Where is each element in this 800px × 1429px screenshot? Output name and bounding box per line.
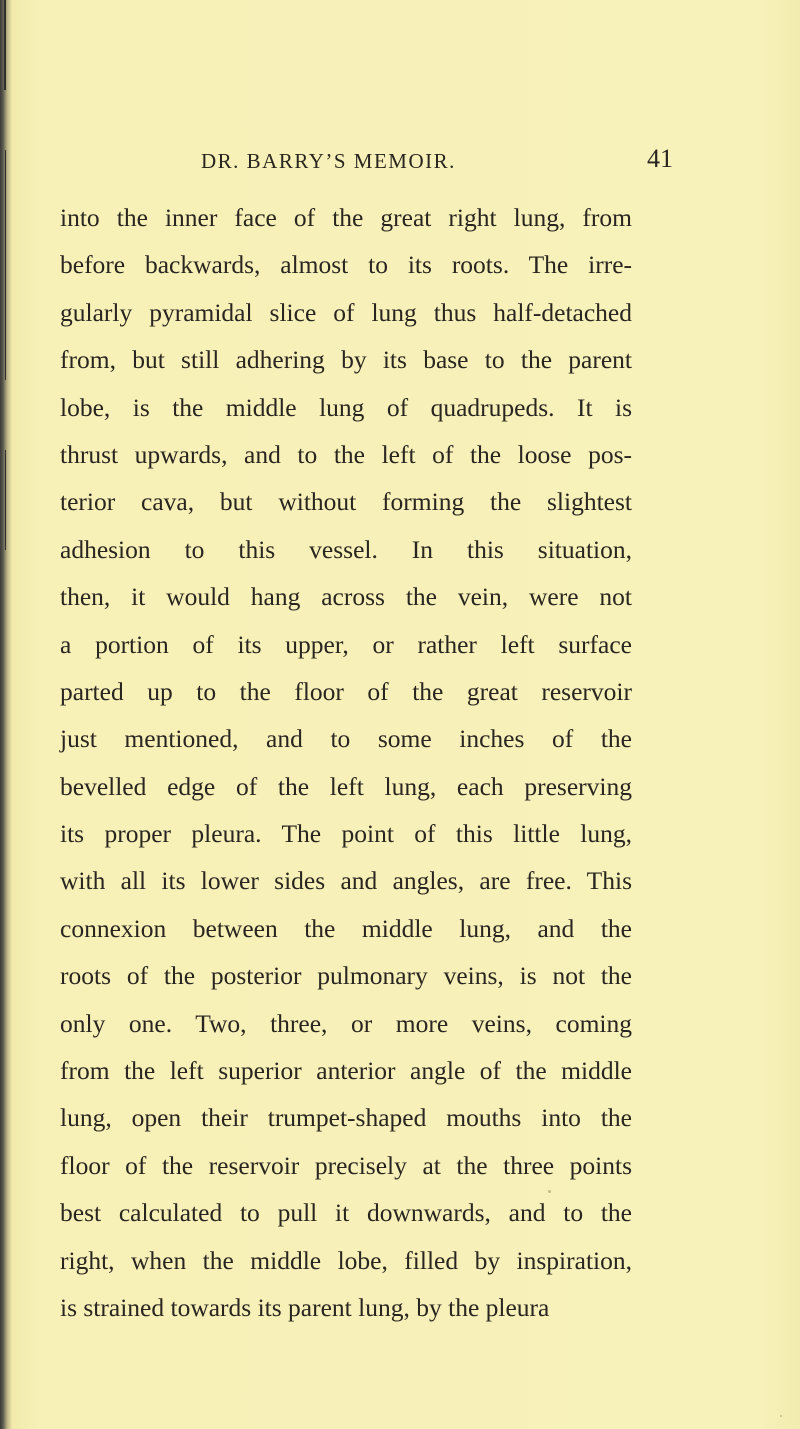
text-line: just mentioned, and to some inches of the (60, 724, 632, 754)
text-line: bevelled edge of the left lung, each preserving (60, 771, 632, 801)
paper-speck (548, 1190, 551, 1193)
text-line: from, but still adhering by its base to the parent (60, 345, 632, 375)
text-line: a portion of its upper, or rather left surface (60, 629, 632, 659)
text-line: connexion between the middle lung, and the (60, 913, 632, 943)
binding-mark (4, 0, 6, 90)
text-line: roots of the posterior pulmonary veins, is not the (60, 961, 632, 991)
text-line: right, when the middle lobe, filled by inspiration, (60, 1245, 632, 1275)
text-line: parted up to the floor of the great reservoir (60, 676, 632, 706)
body-text (60, 194, 632, 1331)
text-line: before backwards, almost to its roots. The irre- (60, 250, 632, 280)
paper-speck (780, 1415, 782, 1417)
text-line: from the left superior anterior angle of the middle (60, 1056, 632, 1086)
text-line: into the inner face of the great right lung, from (60, 203, 632, 232)
text-line: is strained towards its parent lung, by the pleura (60, 1292, 550, 1322)
binding-mark (5, 450, 6, 550)
running-head (60, 141, 673, 181)
text-line: its proper pleura. The point of this little lung, (60, 819, 632, 849)
text-line: thrust upwards, and to the left of the loose pos- (60, 439, 632, 469)
binding-mark (5, 150, 6, 380)
text-line: lobe, is the middle lung of quadrupeds. It is (60, 392, 632, 422)
text-line: terior cava, but without forming the slightest (60, 487, 632, 517)
text-line: adhesion to this vessel. In this situation, (60, 534, 632, 564)
text-line: best calculated to pull it downwards, and to the (60, 1198, 632, 1228)
text-line: with all its lower sides and angles, are free. This (60, 866, 632, 896)
text-line: only one. Two, three, or more veins, coming (60, 1008, 632, 1038)
page-number: 41 (647, 144, 673, 173)
text-line: gularly pyramidal slice of lung thus half-detached (60, 297, 632, 327)
binding-edge (0, 0, 12, 1429)
text-line: then, it would hang across the vein, were not (60, 582, 632, 612)
text-line: lung, open their trumpet-shaped mouths into the (60, 1103, 632, 1133)
running-title: DR. BARRY’S MEMOIR. (201, 149, 456, 173)
text-line: floor of the reservoir precisely at the three points (60, 1150, 632, 1180)
